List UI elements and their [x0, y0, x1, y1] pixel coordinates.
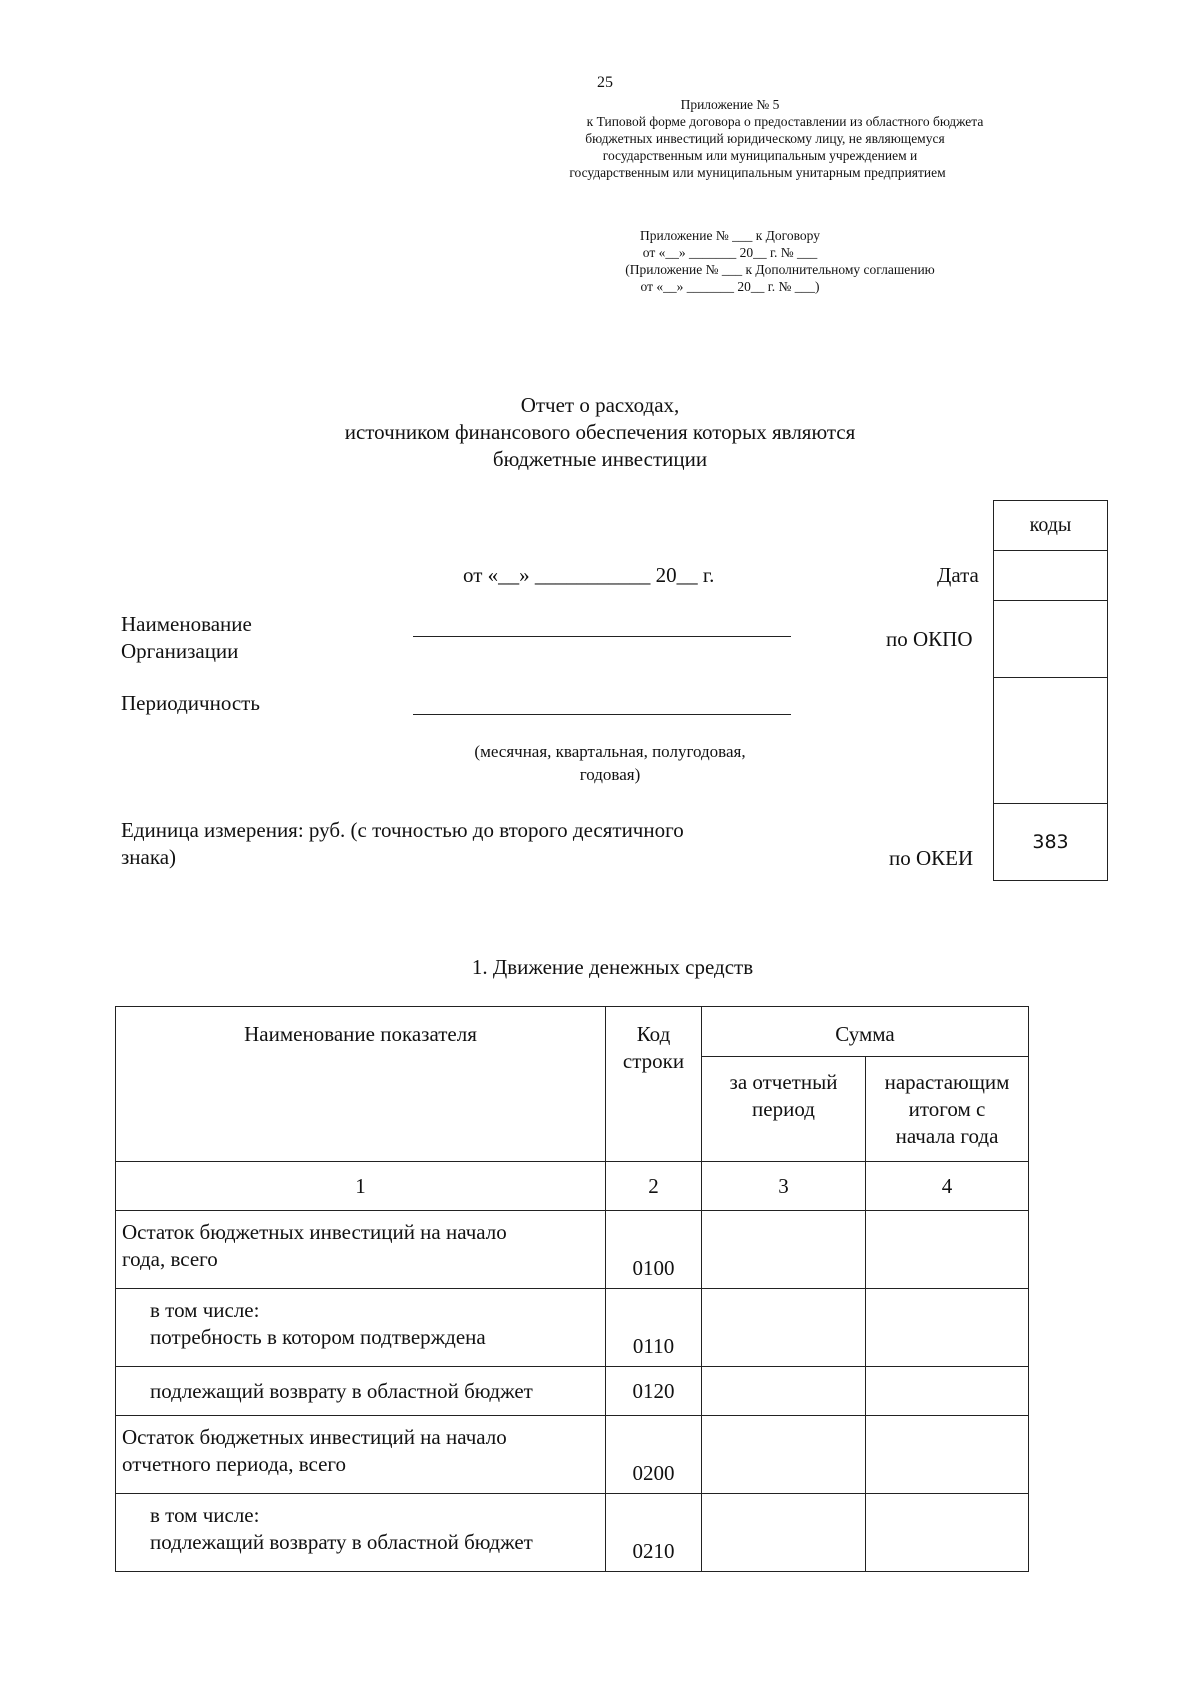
org-label-line: Наименование	[121, 612, 252, 636]
row-cumulative-value[interactable]	[866, 1367, 1029, 1416]
appendix-line: бюджетных инвестиций юридическому лицу, не являющемуся	[585, 131, 945, 146]
row-name-line: подлежащий возврату в областной бюджет	[150, 1530, 533, 1554]
col-number: 4	[866, 1162, 1029, 1211]
contract-line: от «__» _______ 20__ г. № ___)	[640, 279, 820, 294]
okpo-code-cell[interactable]	[994, 600, 1107, 677]
col-number: 2	[606, 1162, 702, 1211]
periodicity-hint	[420, 740, 800, 786]
row-name-line: отчетного периода, всего	[122, 1452, 347, 1476]
row-cumulative-value[interactable]	[866, 1289, 1029, 1367]
row-cumulative-value[interactable]	[866, 1416, 1029, 1494]
row-period-value[interactable]	[702, 1211, 866, 1289]
row-code: 0210	[606, 1494, 702, 1572]
table-row	[116, 1211, 1029, 1289]
col-header-code	[606, 1007, 702, 1162]
okei-code-cell: 383	[994, 803, 1107, 880]
row-name-line: года, всего	[122, 1247, 218, 1271]
col-header-period-line: за отчетный	[729, 1070, 838, 1094]
row-period-value[interactable]	[702, 1289, 866, 1367]
row-cumulative-value[interactable]	[866, 1494, 1029, 1572]
appendix-line: государственным или муниципальным учреждением и	[602, 148, 918, 163]
unit-label-line: знака)	[121, 845, 177, 869]
org-label-line: Организации	[121, 639, 239, 663]
contract-line: (Приложение № ___ к Дополнительному соглашению	[625, 262, 935, 277]
title-line: Отчет о расходах,	[520, 393, 680, 417]
row-name	[116, 1289, 606, 1367]
row-name-line: в том числе:	[150, 1298, 260, 1322]
row-name	[116, 1416, 606, 1494]
cash-flow-table	[115, 1006, 1029, 1572]
col-header-cumulative-line: начала года	[895, 1124, 999, 1148]
date-code-cell[interactable]	[994, 550, 1107, 600]
contract-line: Приложение № ___ к Договору	[640, 228, 820, 243]
row-name	[116, 1367, 606, 1416]
col-header-code-line: строки	[622, 1049, 685, 1073]
col-number: 1	[116, 1162, 606, 1211]
periodicity-field[interactable]	[413, 714, 791, 715]
periodicity-code-cell[interactable]	[994, 677, 1107, 803]
contract-appendix	[560, 227, 1000, 295]
row-name-line: Остаток бюджетных инвестиций на начало	[122, 1220, 507, 1244]
table-row	[116, 1289, 1029, 1367]
table-row	[116, 1367, 1029, 1416]
codes-header: коды	[1029, 514, 1072, 536]
appendix-line: к Типовой форме договора о предоставлении из областного бюджета	[586, 114, 984, 129]
row-name	[116, 1211, 606, 1289]
col-header-code-line: Код	[636, 1022, 671, 1046]
contract-line: от «__» _______ 20__ г. № ___	[642, 245, 818, 260]
row-name-line: потребность в котором подтверждена	[150, 1325, 486, 1349]
row-cumulative-value[interactable]	[866, 1211, 1029, 1289]
appendix-line: государственным или муниципальным унитарным предприятием	[569, 165, 946, 180]
col-number: 3	[702, 1162, 866, 1211]
appendix-line: Приложение № 5	[680, 97, 780, 112]
org-label	[121, 611, 252, 665]
periodicity-hint-line: годовая)	[579, 765, 641, 784]
okei-label: по ОКЕИ	[889, 846, 974, 870]
section-heading: 1. Движение денежных средств	[471, 955, 754, 979]
periodicity-hint-line: (месячная, квартальная, полугодовая,	[474, 742, 746, 761]
report-date-line[interactable]: от «__» ___________ 20__ г.	[463, 563, 715, 587]
okpo-label: по ОКПО	[886, 627, 973, 651]
date-label: Дата	[937, 563, 979, 587]
row-code: 0100	[606, 1211, 702, 1289]
unit-label	[121, 817, 684, 871]
row-period-value[interactable]	[702, 1367, 866, 1416]
row-code: 0120	[606, 1367, 702, 1416]
col-header-period	[702, 1057, 866, 1162]
col-header-cumulative-line: итогом с	[908, 1097, 986, 1121]
row-name-line: в том числе:	[150, 1503, 260, 1527]
row-name-line: Остаток бюджетных инвестиций на начало	[122, 1425, 507, 1449]
col-header-period-line: период	[752, 1097, 815, 1121]
row-period-value[interactable]	[702, 1416, 866, 1494]
col-header-cumulative	[866, 1057, 1029, 1162]
col-header-sum: Сумма	[702, 1007, 1029, 1057]
org-name-field[interactable]	[413, 636, 791, 637]
row-code: 0110	[606, 1289, 702, 1367]
appendix-note	[540, 96, 1030, 181]
unit-label-line: Единица измерения: руб. (с точностью до второго десятичного	[121, 818, 684, 842]
row-code: 0200	[606, 1416, 702, 1494]
row-period-value[interactable]	[702, 1494, 866, 1572]
table-row	[116, 1416, 1029, 1494]
title-line: бюджетные инвестиции	[492, 447, 708, 471]
report-title	[250, 392, 950, 473]
page-number: 25	[597, 74, 613, 91]
row-name-line: подлежащий возврату в областной бюджет	[150, 1378, 533, 1403]
row-name	[116, 1494, 606, 1572]
table-row	[116, 1494, 1029, 1572]
col-header-name: Наименование показателя	[116, 1007, 606, 1162]
title-line: источником финансового обеспечения которых являются	[344, 420, 856, 444]
periodicity-label: Периодичность	[121, 691, 260, 715]
codes-column	[993, 500, 1108, 881]
col-header-cumulative-line: нарастающим	[884, 1070, 1010, 1094]
